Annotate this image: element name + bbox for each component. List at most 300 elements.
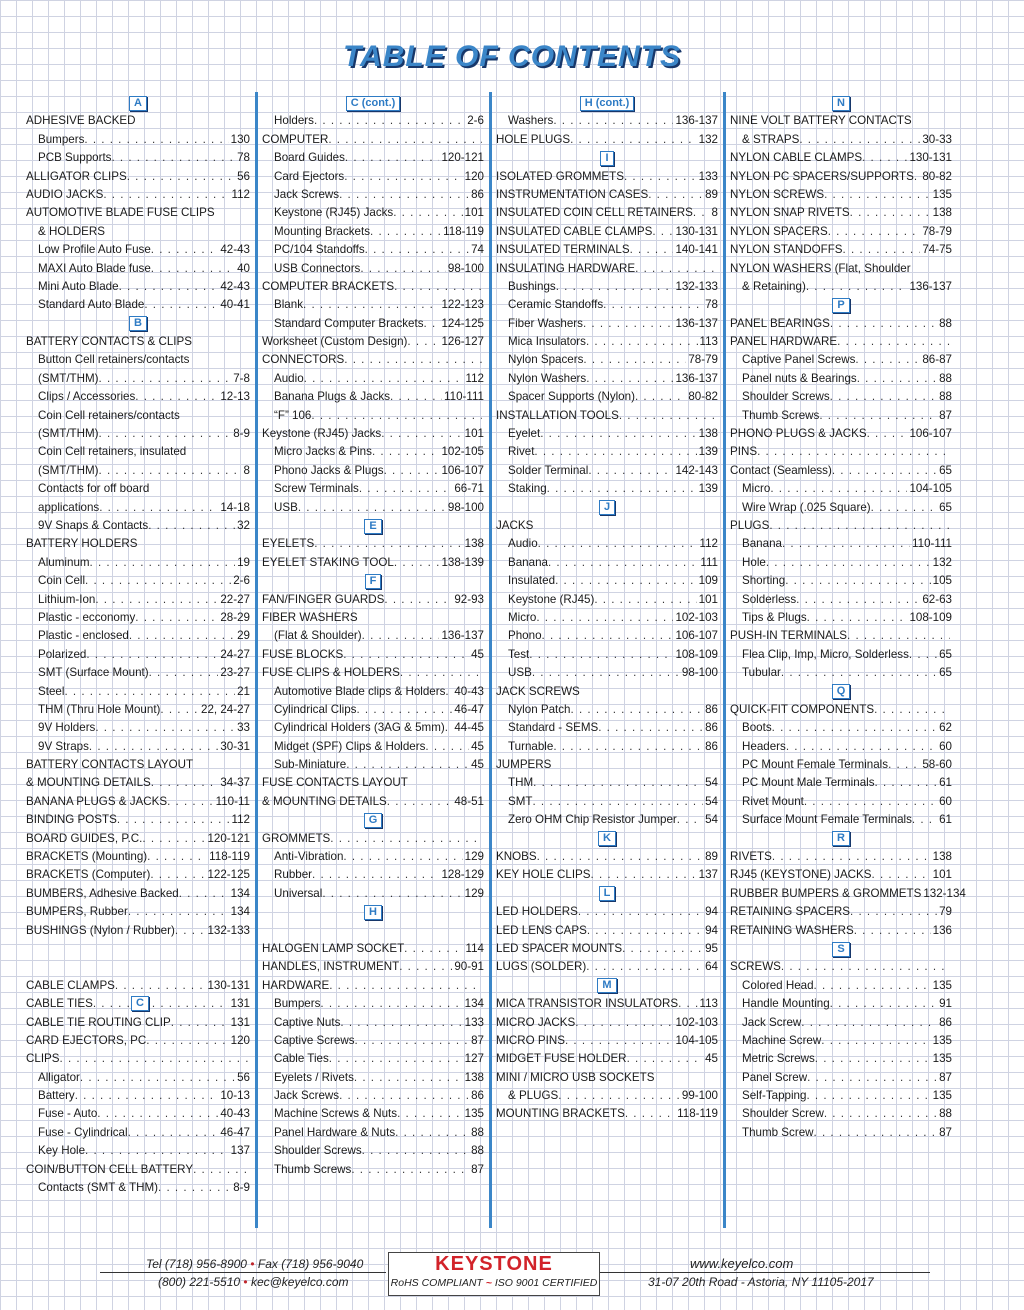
dot-leader <box>365 241 469 259</box>
toc-entry <box>26 499 250 517</box>
entry-title: CABLE TIE ROUTING CLIP <box>26 1015 171 1029</box>
entry-title: Banana <box>508 555 548 569</box>
dot-leader <box>565 1032 674 1050</box>
toc-entry <box>730 131 952 149</box>
entry-title: EYELETS <box>262 537 315 551</box>
page-number: 42-43 <box>220 279 250 293</box>
toc-entry <box>26 296 250 314</box>
toc-entry <box>730 333 952 351</box>
entry-title: NYLON SCREWS <box>730 187 825 201</box>
page-number: 54 <box>705 813 718 827</box>
page-number: 48-51 <box>454 794 484 808</box>
page-number: 34-37 <box>220 776 250 790</box>
page-number <box>248 1050 250 1068</box>
entry-title: & Retaining) <box>742 279 806 293</box>
dot-leader <box>553 112 673 130</box>
page-number: 129 <box>464 886 484 900</box>
section-letter: N <box>832 96 850 111</box>
footer-tel: Tel (718) 956-8900 <box>146 1257 247 1271</box>
page-number: 110-111 <box>912 537 952 551</box>
toc-entry <box>496 1105 718 1123</box>
toc-entry <box>730 572 952 590</box>
dot-leader <box>855 351 920 369</box>
dot-leader <box>362 1142 469 1160</box>
entry-title: NYLON SNAP RIVETS <box>730 206 850 220</box>
entry-title: Midget (SPF) Clips & Holders <box>274 739 426 753</box>
toc-entry <box>262 830 484 848</box>
dot-leader <box>558 1087 680 1105</box>
entry-title: Lithium-Ion <box>38 592 96 606</box>
dot-leader <box>806 278 908 296</box>
toc-entry <box>262 738 484 756</box>
section-header <box>262 517 484 535</box>
toc-entry <box>730 1032 952 1050</box>
toc-entry <box>262 168 484 186</box>
entry-title: Steel <box>38 684 65 698</box>
entry-title: Bumpers <box>274 997 321 1011</box>
entry-title: Eyelets / Rivets <box>274 1070 354 1084</box>
section-letter: J <box>599 500 615 515</box>
dot-leader <box>303 296 439 314</box>
entry-title: Colored Head <box>742 978 814 992</box>
dot-leader <box>529 646 673 664</box>
entry-title: Shoulder Screw <box>742 1107 824 1121</box>
toc-entry <box>730 701 952 719</box>
toc-entry <box>496 646 718 664</box>
page-number: 64 <box>705 960 718 974</box>
entry-title: Captive Nuts <box>274 1015 341 1029</box>
dot-leader <box>586 333 698 351</box>
footer-website[interactable]: www.keyelco.com <box>690 1256 794 1271</box>
dot-leader <box>339 1087 469 1105</box>
section-letter: B <box>129 316 147 331</box>
dot-leader <box>570 131 697 149</box>
entry-title: Ceramic Standoffs <box>508 298 604 312</box>
dot-leader <box>575 1014 673 1032</box>
toc-entry <box>730 793 952 811</box>
entry-title: Standard - SEMS <box>508 721 599 735</box>
dot-leader <box>796 591 920 609</box>
toc-entry <box>26 922 250 940</box>
toc-entry <box>262 351 484 369</box>
page-number: 88 <box>471 1125 484 1139</box>
entry-title: Surface Mount Female Terminals <box>742 813 912 827</box>
dash-icon: ~ <box>485 1277 492 1289</box>
toc-entry <box>496 333 718 351</box>
entry-title: Phono <box>508 629 542 643</box>
toc-entry <box>496 260 718 278</box>
dot-leader <box>635 388 686 406</box>
page-number <box>950 627 952 645</box>
page-number: 131 <box>230 997 250 1011</box>
entry-title: Thumb Screws <box>274 1162 352 1176</box>
dot-leader <box>93 995 229 1013</box>
entry-title: Test <box>508 647 530 661</box>
page-number: 62-63 <box>922 592 952 606</box>
dot-leader <box>404 940 463 958</box>
toc-entry <box>730 756 952 774</box>
entry-title: Button Cell retainers/contacts <box>38 353 190 367</box>
page-number: 45 <box>705 1052 718 1066</box>
entry-title: RUBBER BUMPERS & GROMMETS <box>730 886 922 900</box>
toc-entry <box>496 1014 718 1032</box>
toc-entry <box>26 664 250 682</box>
page-number: 133 <box>464 1015 484 1029</box>
page-number: 120 <box>230 1033 250 1047</box>
entry-title: Thumb Screws <box>742 408 820 422</box>
entry-title: ISOLATED GROMMETS <box>496 169 624 183</box>
toc-entry <box>496 443 718 461</box>
bullet-icon: • <box>243 1275 248 1289</box>
entry-title: Flea Clip, Imp, Micro, Solderless <box>742 647 909 661</box>
entry-title: Solderless <box>742 592 797 606</box>
page-number: 138 <box>464 1070 484 1084</box>
toc-entry <box>262 1161 484 1179</box>
toc-entry <box>496 848 718 866</box>
dot-leader <box>355 1032 470 1050</box>
entry-title: COMPUTER BRACKETS <box>262 279 395 293</box>
dot-leader <box>314 535 462 553</box>
page-number: 132 <box>698 132 718 146</box>
entry-title: Contacts (SMT & THM) <box>38 1181 159 1195</box>
toc-entry <box>730 1105 952 1123</box>
entry-title: Washers <box>508 114 554 128</box>
dot-leader <box>555 572 697 590</box>
entry-title: Polarized <box>38 647 87 661</box>
entry-title: Fuse - Cylindrical <box>38 1125 128 1139</box>
entry-title: Shoulder Screws <box>274 1144 362 1158</box>
dot-leader <box>586 370 673 388</box>
toc-entry <box>730 958 952 976</box>
section-letter: S <box>832 942 849 957</box>
entry-title: NYLON WASHERS (Flat, Shoulder <box>730 261 911 275</box>
toc-entry <box>262 131 484 149</box>
page-number: 78 <box>705 298 718 312</box>
dot-leader <box>828 223 921 241</box>
toc-entry <box>730 866 952 884</box>
toc-entry <box>262 241 484 259</box>
toc-entry <box>262 296 484 314</box>
toc-entry <box>26 811 250 829</box>
entry-title: MICA TRANSISTOR INSULATORS <box>496 997 679 1011</box>
toc-column-1 <box>26 94 250 1226</box>
keystone-logo: KEYSTONE <box>435 1253 553 1275</box>
dot-leader <box>397 1105 463 1123</box>
page-number: 120-121 <box>207 831 250 845</box>
entry-title: PUSH-IN TERMINALS <box>730 629 848 643</box>
toc-entry <box>730 407 952 425</box>
page-number: 74-75 <box>922 243 952 257</box>
dot-leader <box>330 830 482 848</box>
section-header <box>730 296 952 314</box>
toc-entry <box>496 554 718 572</box>
page-number: 88 <box>939 390 952 404</box>
toc-entry <box>730 535 952 553</box>
entry-title: Phono Jacks & Plugs <box>274 463 384 477</box>
dot-leader <box>588 462 673 480</box>
toc-entry <box>730 1014 952 1032</box>
entry-title: BATTERY CONTACTS & CLIPS <box>26 335 192 349</box>
entry-title: (SMT/THM) <box>38 427 99 441</box>
toc-entry <box>730 719 952 737</box>
entry-title: PLUGS <box>730 518 770 532</box>
toc-column-3 <box>496 94 718 1226</box>
entry-title: BUMBERS, Adhesive Backed <box>26 886 179 900</box>
toc-entry <box>26 977 250 995</box>
page-number: 136-137 <box>909 279 952 293</box>
dot-leader <box>772 719 937 737</box>
entry-title: BINDING POSTS <box>26 813 117 827</box>
toc-entry <box>262 1032 484 1050</box>
entry-title: KNOBS <box>496 850 537 864</box>
entry-title: Plastic - ecconomy <box>38 610 136 624</box>
section-header <box>496 977 718 995</box>
toc-entry <box>26 388 250 406</box>
dot-leader <box>785 572 930 590</box>
dot-leader <box>354 1069 463 1087</box>
toc-entry <box>730 480 952 498</box>
toc-entry <box>730 977 952 995</box>
footer-rule-right <box>600 1272 930 1273</box>
entry-title: 9V Holders <box>38 721 96 735</box>
entry-title: Banana Plugs & Jacks <box>274 390 391 404</box>
dot-leader <box>135 388 218 406</box>
toc-entry <box>26 351 250 369</box>
entry-title: Staking <box>508 482 547 496</box>
toc-entry <box>496 425 718 443</box>
toc-entry <box>26 407 250 425</box>
toc-entry <box>262 885 484 903</box>
entry-title: Metric Screws <box>742 1052 815 1066</box>
page-number: 132-133 <box>675 279 718 293</box>
page-number: 137 <box>698 868 718 882</box>
dot-leader <box>781 958 950 976</box>
dot-leader <box>304 370 464 388</box>
entry-title: LED SPACER MOUNTS <box>496 941 623 955</box>
page-number <box>482 664 484 682</box>
entry-title: & MOUNTING DETAILS <box>26 776 151 790</box>
page-number: 86-87 <box>922 353 952 367</box>
dot-leader <box>99 425 232 443</box>
section-letter: I <box>600 151 613 166</box>
dot-leader <box>625 1105 675 1123</box>
page-number: 127 <box>464 1052 484 1066</box>
page-number: 86 <box>705 721 718 735</box>
dot-leader <box>547 480 697 498</box>
dot-leader <box>677 811 703 829</box>
page-number <box>482 351 484 369</box>
page-number: 136 <box>932 923 952 937</box>
toc-entry <box>496 719 718 737</box>
dot-leader <box>814 977 931 995</box>
page-number: 112 <box>231 187 250 201</box>
toc-entry <box>730 1050 952 1068</box>
entry-title: HANDLES, INSTRUMENT <box>262 960 400 974</box>
section-header <box>496 149 718 167</box>
page-number: 87 <box>939 408 952 422</box>
toc-entry <box>262 591 484 609</box>
entry-title: FUSE CLIPS & HOLDERS <box>262 666 400 680</box>
page-number: 65 <box>939 463 952 477</box>
section-letter: E <box>364 519 381 534</box>
page-number: 33 <box>237 721 250 735</box>
entry-title: (SMT/THM) <box>38 463 99 477</box>
toc-entry <box>496 940 718 958</box>
page-number: 22-27 <box>220 592 250 606</box>
dot-leader <box>843 241 921 259</box>
dot-leader <box>757 443 950 461</box>
toc-entry <box>496 370 718 388</box>
page-number: 98-100 <box>447 500 484 514</box>
toc-entry <box>730 609 952 627</box>
toc-entry <box>730 278 952 296</box>
toc-entry <box>496 738 718 756</box>
dot-leader <box>129 627 235 645</box>
page-number: 134 <box>464 997 484 1011</box>
entry-title: Panel Hardware & Nuts <box>274 1125 396 1139</box>
entry-title: Automotive Blade clips & Holders <box>274 684 446 698</box>
toc-entry <box>730 260 952 278</box>
entry-title: THM <box>508 776 534 790</box>
toc-entry <box>26 168 250 186</box>
page-number: 65 <box>939 666 952 680</box>
dot-leader <box>624 168 697 186</box>
page-number: 106-107 <box>675 629 718 643</box>
toc-entry <box>26 223 250 241</box>
page-number: 114 <box>465 941 484 955</box>
dot-leader <box>542 627 674 645</box>
dot-leader <box>345 149 440 167</box>
dot-leader <box>786 738 937 756</box>
toc-entry <box>262 223 484 241</box>
entry-title: Panel Screw <box>742 1070 808 1084</box>
entry-title: MINI / MICRO USB SOCKETS <box>496 1070 655 1084</box>
entry-title: Jack Screws <box>274 1089 340 1103</box>
page-number: 10-13 <box>220 1089 250 1103</box>
toc-entry <box>262 333 484 351</box>
entry-title: Keystone (RJ45) Jacks <box>274 206 394 220</box>
footer-address: 31-07 20th Road - Astoria, NY 11105-2017 <box>648 1275 874 1289</box>
toc-entry <box>262 480 484 498</box>
page-number: 78 <box>237 151 250 165</box>
entry-title: Board Guides <box>274 151 345 165</box>
dot-leader <box>815 1050 931 1068</box>
toc-entry <box>262 774 484 792</box>
entry-title: MOUNTING BRACKETS <box>496 1107 625 1121</box>
entry-title: Audio <box>508 537 538 551</box>
column-divider <box>489 92 492 1228</box>
entry-title: 9V Straps <box>38 739 89 753</box>
toc-entry <box>262 370 484 388</box>
footer-fax: Fax (718) 956-9040 <box>257 1257 364 1271</box>
entry-title: ALLIGATOR CLIPS <box>26 169 127 183</box>
toc-entry <box>496 664 718 682</box>
toc-entry <box>26 866 250 884</box>
entry-title: Spacer Supports (Nylon) <box>508 390 635 404</box>
page-number: 138 <box>932 850 952 864</box>
section-letter: R <box>832 831 850 846</box>
entry-title: FAN/FINGER GUARDS <box>262 592 385 606</box>
entry-title: RJ45 (KEYSTONE) JACKS <box>730 868 872 882</box>
dot-leader <box>807 1069 937 1087</box>
toc-entry <box>262 149 484 167</box>
section-header <box>496 830 718 848</box>
entry-title: BRACKETS (Computer) <box>26 868 151 882</box>
entry-title: USB Connectors <box>274 261 361 275</box>
toc-entry <box>262 1050 484 1068</box>
entry-title: Alligator <box>38 1070 80 1084</box>
toc-entry <box>496 168 718 186</box>
dot-leader <box>862 149 907 167</box>
entry-title: Cable Ties <box>274 1052 329 1066</box>
toc-entry <box>730 112 952 130</box>
toc-entry <box>262 112 484 130</box>
dot-leader <box>328 131 482 149</box>
page-number: 135 <box>932 1089 952 1103</box>
section-header <box>262 811 484 829</box>
dot-leader <box>360 260 446 278</box>
dot-leader <box>635 260 716 278</box>
section-letter: L <box>599 886 616 901</box>
page-number: 122-123 <box>441 298 484 312</box>
page-number: 118-119 <box>443 224 484 238</box>
page-number: 65 <box>939 500 952 514</box>
toc-entry <box>730 774 952 792</box>
dot-leader <box>90 554 236 572</box>
toc-entry <box>26 903 250 921</box>
dot-leader <box>619 407 716 425</box>
page-number: 104-105 <box>675 1033 718 1047</box>
dot-leader <box>346 756 469 774</box>
dot-leader <box>814 1124 938 1142</box>
dot-leader <box>384 462 440 480</box>
entry-title: (Flat & Shoulder) <box>274 629 362 643</box>
page-number: 98-100 <box>681 666 718 680</box>
toc-entry <box>496 131 718 149</box>
toc-entry <box>262 388 484 406</box>
entry-title: USB <box>274 500 298 514</box>
page-number: 138-139 <box>441 555 484 569</box>
dot-leader <box>372 443 440 461</box>
entry-title: CLIPS <box>26 1052 60 1066</box>
dot-leader <box>867 425 908 443</box>
entry-title: Machine Screws & Nuts <box>274 1107 398 1121</box>
toc-entry <box>262 609 484 627</box>
rohs-label: RoHS COMPLIANT <box>390 1277 483 1289</box>
entry-title: Captive Screws <box>274 1033 355 1047</box>
entry-title: Tips & Plugs <box>742 610 807 624</box>
dot-leader <box>89 738 218 756</box>
page-number: 19 <box>237 555 250 569</box>
page-number: 61 <box>939 813 952 827</box>
page-number: 28-29 <box>220 610 250 624</box>
entry-title: Bushings <box>508 279 556 293</box>
page-title: TABLE OF CONTENTS <box>342 40 682 73</box>
entry-title: Micro <box>742 482 771 496</box>
dot-leader <box>678 995 697 1013</box>
toc-entry <box>26 443 250 461</box>
dot-leader <box>583 351 686 369</box>
dot-leader <box>399 958 452 976</box>
dot-leader <box>171 1014 229 1032</box>
dot-leader <box>128 903 229 921</box>
entry-title: Battery <box>38 1089 75 1103</box>
dot-leader <box>351 1161 469 1179</box>
toc-entry <box>26 738 250 756</box>
dot-leader <box>648 186 703 204</box>
dot-leader <box>150 866 205 884</box>
dot-leader <box>97 1105 218 1123</box>
